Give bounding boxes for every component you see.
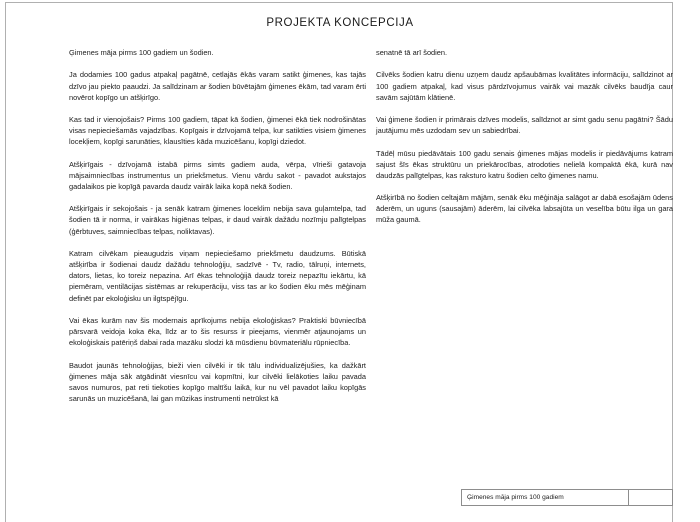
paragraph: Katram cilvēkam pieaugudzis viņam nepieciešamo priekšmetu daudzums. Būtiskā atšķirība ir šodienai daudz dažādu tehnoloģiju, sadzīvē - Tv, radio, tālruņi, internets, dators, lietas, ko toreiz nepazina. Arī ēkas tehnoloģijā daudz toreiz nepazītu iekārtu, kā piemēram, ventilācijas sistēmas ar rekuperāciju, viss tas ar ko šodien ēku mēs mēģinam definēt par ekoloģisku un ilgtspējīgu. (69, 248, 366, 303)
left-text-column (69, 47, 366, 404)
paragraph: Tādēļ mūsu piedāvātais 100 gadu senais ģimenes mājas modelis ir piedāvājums katram sajust šīs ēkas struktūru un priekārocības, atrodoties nelielā kompaktā ēkā, kurā nav daudzās palīgtelpas, kas raksturo katru šodien celto ģimenes namu. (376, 148, 673, 180)
title-block-caption: Ģimenes māja pirms 100 gadiem (467, 494, 564, 501)
paragraph: Vai ģimene šodien ir primārais dzīves modelis, salīdznot ar simt gadu senu pagātni? Šādu jautājumu mēs uzdodam sev un sabiedrībai. (376, 115, 673, 136)
title-block-caption-cell (462, 490, 629, 505)
paragraph: Baudot jaunās tehnoloģijas, bieži vien cilvēki ir tik tālu individualizējušies, ka dažkārt ģimenes māja sāk atgādināt viesnīcu vai kopmītni, kur cilvēki lielākoties laiku pavada savos numuros, pat reti tiekoties kopīgo maltīšu laikā, kur nu vēl pavadot laiku kopīgās sarunās un muzicēšanā, lai gan mūzikas instrumenti netrūkst kā (69, 360, 366, 404)
paragraph: Ja dodamies 100 gadus atpakaļ pagātnē, cetlajās ēkās varam satikt ģimenes, kas tajās dzīvo jau piekto paaudzi. Ja salīdzinam ar šodien būvētajām ģimenes ēkām, tad varam ērti novērot kopīgo un atšķirīgo. (69, 70, 366, 102)
page-title: PROJEKTA KONCEPCIJA (266, 17, 414, 29)
paragraph: Cilvēks šodien katru dienu uzņem daudz apšaubāmas kvalitātes informāciju, salīdzinot ar 100 gadiem atpakaļ, kad visus pārdzīvojumus vairāk vai mazāk cilvēks baudīja caur savām sajūtām klātienē. (376, 70, 673, 102)
title-block-side-cell (629, 490, 672, 505)
right-text-column (376, 47, 673, 226)
page-sheet (5, 2, 673, 522)
paragraph: Vai ēkas kurām nav šis modernais aprīkojums nebija ekoloģiskas? Praktiski būvniecībā pārsvarā veidoja koka ēka, līdz ar to šis resurss ir pieejams, vienmēr atjaunojams un ekoloģiskais patēriņš dabai rada mazāku slodzi kā mūsdienu būvmateriālu rūpniecība. (69, 315, 366, 348)
body-columns (69, 47, 674, 467)
paragraph: Kas tad ir vienojošais? Pirms 100 gadiem, tāpat kā šodien, ģimenei ēkā tiek nodrošinātas visas nepieciešamās vajadzības. Kopīgais ir dzīvojamā telpa, kur satikties visiem ģimenes locekļiem, kopīgi sarunāties, klausīties kāda muzicēšanu, kopīgi dziedot. (69, 115, 366, 147)
paragraph: Atšķirīgais ir sekojošais - ja senāk katram ģimenes loceklim nebija sava guļamtelpa, tad šodien tā ir norma, ir vairākas higiēnas telpas, ir daud vairāk dažādu nozīmju palīgtelpas (ģērbtuves, saimniecības telpas, noliktavas). (69, 204, 366, 236)
paragraph: senatnē tā arī šodien. (376, 48, 448, 57)
paragraph: Atšķirīgais - dzīvojamā istabā pirms simts gadiem auda, vērpa, vīrieši gatavoja mājsaimniecības instrumentus un priekšmetus. Vienu vārdu sakot - pavadot aukstajos gadalaikos pie kopīgā pavarda daudz vairāk laika kopā nekā šodien. (69, 159, 366, 191)
paragraph: Atšķirībā no šodien celtajām mājām, senāk ēku mēģināja salāgot ar dabā esošajām ūdens āderēm, un uguns (sausajām) āderēm, lai cilvēka labsajūta un veselība būtu ilga un gara mūža gaumā. (376, 193, 673, 225)
drawing-title-block (461, 489, 673, 506)
paragraph: Ģimenes māja pirms 100 gadiem un šodien. (69, 48, 214, 57)
